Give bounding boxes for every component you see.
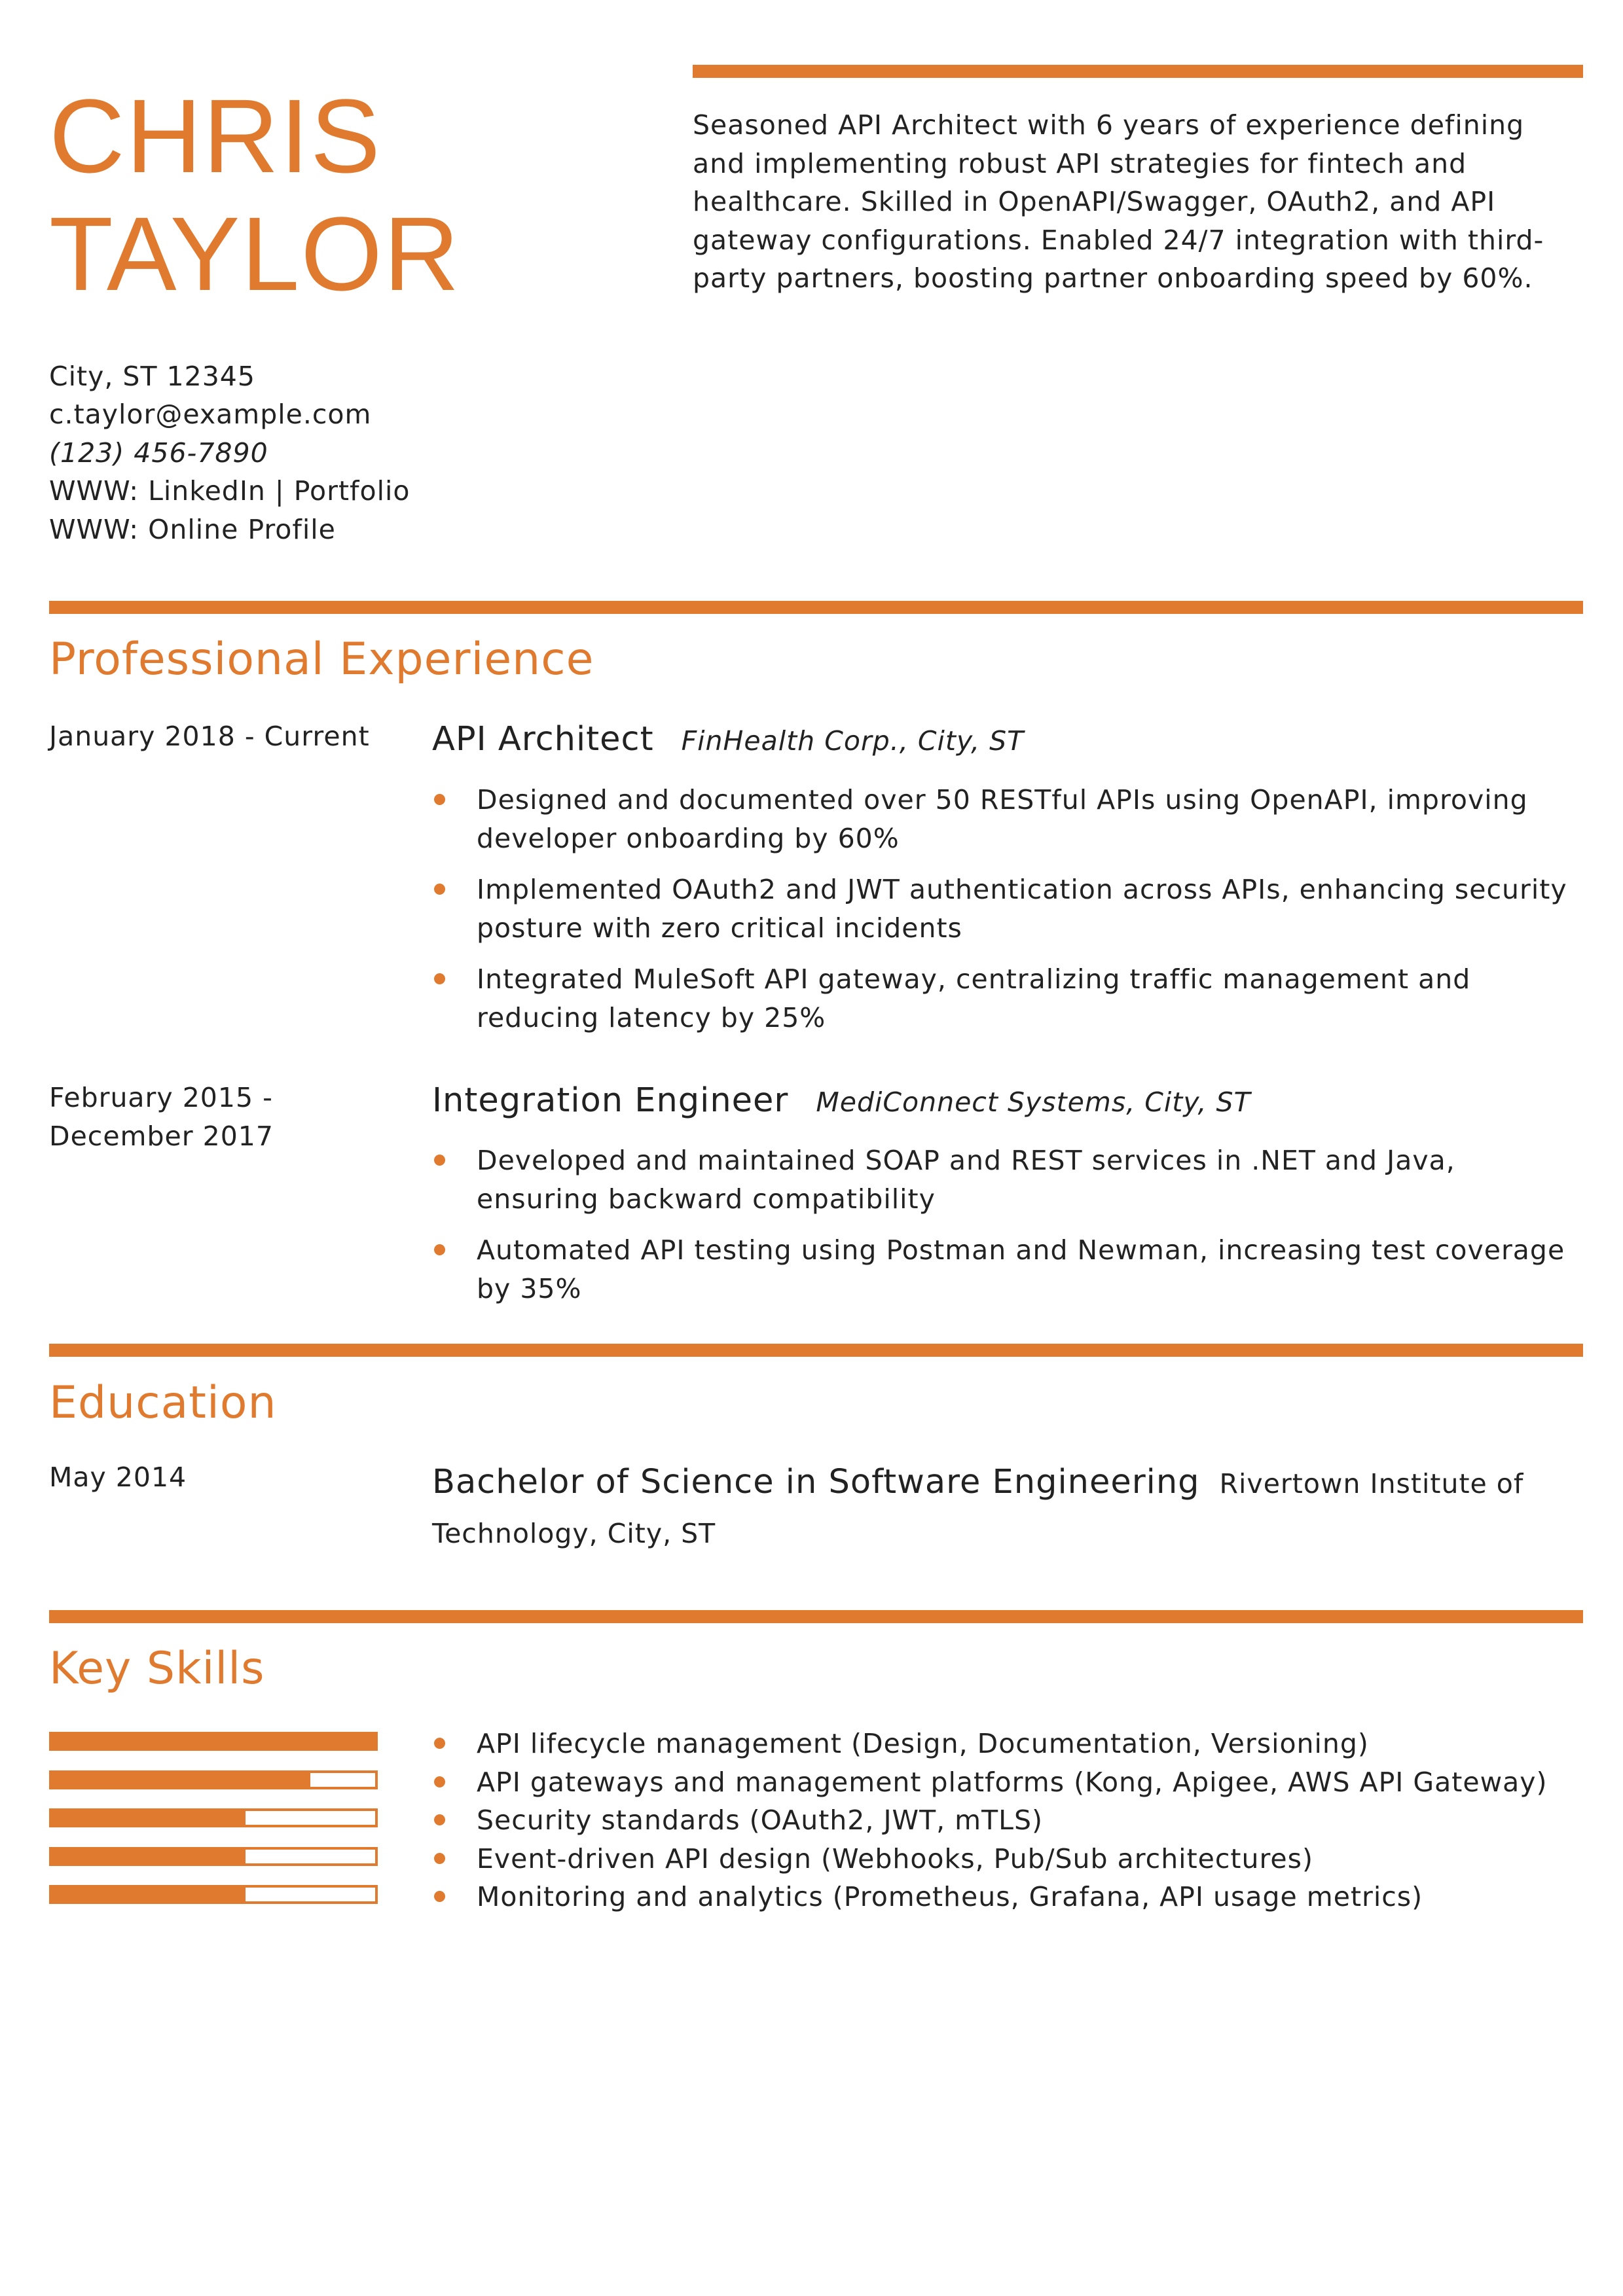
experience-heading: Professional Experience [49, 634, 594, 685]
skill-level-bar [49, 1770, 378, 1789]
header-rule [693, 65, 1583, 78]
job-2-header [432, 1081, 1251, 1120]
skill-level-bar [49, 1885, 378, 1904]
list-item: API gateways and management platforms (Kong, Apigee, AWS API Gateway) [432, 1763, 1584, 1802]
education-entry [432, 1458, 1584, 1558]
job-2-title: Integration Engineer [432, 1081, 789, 1120]
job-2-bullets [432, 1141, 1584, 1321]
skills-list [432, 1725, 1584, 1916]
skill-level-fill [52, 1734, 375, 1748]
education-heading: Education [49, 1377, 277, 1429]
education-institution: Rivertown Institute of Technology, City, ST [432, 1468, 1524, 1549]
skill-level-bar [49, 1732, 378, 1751]
skill-level-bar [49, 1847, 378, 1866]
list-item: Event-driven API design (Webhooks, Pub/Sub architectures) [432, 1840, 1584, 1878]
list-item: Designed and documented over 50 RESTful APIs using OpenAPI, improving developer onboarding by 60% [432, 781, 1584, 857]
job-1-title: API Architect [432, 720, 654, 759]
education-degree: Bachelor of Science in Software Engineering [432, 1463, 1200, 1501]
skill-level-fill [52, 1888, 246, 1901]
contact-address: City, ST 12345 [49, 361, 255, 392]
education-date: May 2014 [49, 1462, 187, 1493]
skill-level-fill [52, 1811, 246, 1825]
job-1-date: January 2018 - Current [49, 721, 370, 752]
list-item: Implemented OAuth2 and JWT authentication across APIs, enhancing security posture with zero critical incidents [432, 870, 1584, 947]
job-2-date: February 2015 - December 2017 [49, 1082, 274, 1152]
list-item: Monitoring and analytics (Prometheus, Grafana, API usage metrics) [432, 1878, 1584, 1916]
contact-www-links[interactable]: WWW: LinkedIn | Portfolio [49, 475, 410, 507]
skill-level-bar [49, 1808, 378, 1827]
list-item: Integrated MuleSoft API gateway, centralizing traffic management and reducing latency by 25% [432, 960, 1584, 1037]
education-rule [49, 1344, 1583, 1357]
skills-heading: Key Skills [49, 1643, 265, 1695]
skills-rule [49, 1610, 1583, 1623]
skill-level-fill [52, 1850, 246, 1863]
job-1-company: FinHealth Corp., City, ST [681, 725, 1025, 757]
list-item: Security standards (OAuth2, JWT, mTLS) [432, 1801, 1584, 1840]
list-item: Automated API testing using Postman and Newman, increasing test coverage by 35% [432, 1231, 1584, 1308]
contact-email[interactable]: c.taylor@example.com [49, 399, 372, 430]
list-item: API lifecycle management (Design, Documentation, Versioning) [432, 1725, 1584, 1763]
name-first: CHRIS [49, 77, 382, 194]
name-last: TAYLOR [49, 195, 461, 312]
contact-www-profile[interactable]: WWW: Online Profile [49, 514, 336, 545]
job-1-header [432, 720, 1024, 759]
job-2-company: MediConnect Systems, City, ST [816, 1086, 1251, 1118]
experience-rule [49, 601, 1583, 614]
contact-phone: (123) 456-7890 [49, 437, 268, 469]
job-1-bullets [432, 781, 1584, 1050]
list-item: Developed and maintained SOAP and REST services in .NET and Java, ensuring backward compatibility [432, 1141, 1584, 1218]
summary-text: Seasoned API Architect with 6 years of experience defining and implementing robust API strategies for fintech and healthcare. Skilled in OpenAPI/Swagger, OAuth2, and API gateway configurations. Enabled 24/7 integration with third-party partners, boosting partner onboarding speed by 60%. [693, 109, 1544, 294]
skill-level-fill [52, 1773, 310, 1787]
